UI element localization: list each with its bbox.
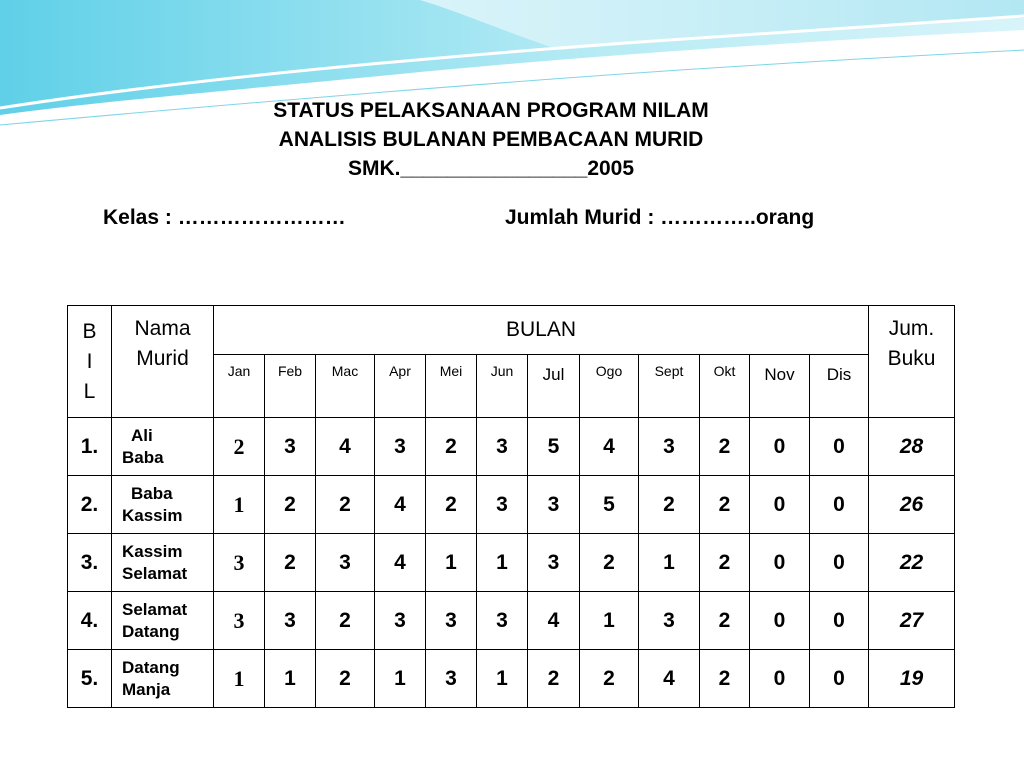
month-value: 3	[477, 418, 528, 476]
student-name-line-2: Kassim	[122, 505, 183, 525]
title-line-3: SMK.________________2005	[347, 157, 635, 180]
month-value: 4	[528, 592, 580, 650]
month-value: 2	[700, 592, 750, 650]
month-value: 4	[316, 418, 375, 476]
name-header-line-2: Murid	[136, 347, 189, 370]
student-name	[112, 534, 214, 592]
row-number: 3.	[68, 534, 112, 592]
month-value: 3	[375, 418, 426, 476]
total-books: 26	[869, 476, 955, 534]
month-value: 2	[580, 534, 639, 592]
row-number: 5.	[68, 650, 112, 708]
table-row	[68, 534, 955, 592]
student-name-line-1: Baba	[131, 483, 173, 503]
month-value: 5	[580, 476, 639, 534]
month-header: Jul	[528, 355, 580, 418]
name-header	[112, 306, 214, 418]
month-value: 3	[375, 592, 426, 650]
kelas-field: Kelas : ……………………	[103, 206, 346, 229]
month-value: 3	[639, 592, 700, 650]
student-name	[112, 650, 214, 708]
month-value: 3	[639, 418, 700, 476]
student-name	[112, 418, 214, 476]
month-header: Feb	[265, 355, 316, 418]
row-number: 2.	[68, 476, 112, 534]
month-value: 4	[580, 418, 639, 476]
title-line-1: STATUS PELAKSANAAN PROGRAM NILAM	[273, 99, 709, 122]
month-header: Dis	[810, 355, 869, 418]
month-value: 2	[528, 650, 580, 708]
month-header: Apr	[375, 355, 426, 418]
student-name-line-1: Ali	[131, 425, 153, 445]
month-value: 3	[265, 592, 316, 650]
student-name-line-2: Selamat	[122, 563, 188, 583]
month-value: 1	[580, 592, 639, 650]
total-header	[869, 306, 955, 418]
total-header-line-1: Jum.	[888, 317, 935, 340]
bil-header-i: I	[86, 349, 93, 373]
month-value: 2	[426, 418, 477, 476]
bulan-header: BULAN	[214, 306, 869, 355]
table-row	[68, 476, 955, 534]
month-value: 0	[750, 476, 810, 534]
month-value: 1	[477, 650, 528, 708]
month-value: 2	[316, 592, 375, 650]
month-value: 1	[639, 534, 700, 592]
month-value: 2	[316, 476, 375, 534]
month-value: 1	[214, 476, 265, 534]
total-header-line-2: Buku	[887, 347, 936, 370]
month-value: 1	[214, 650, 265, 708]
row-number: 4.	[68, 592, 112, 650]
table-row	[68, 418, 955, 476]
bil-header-b: B	[82, 319, 97, 343]
table-row	[68, 592, 955, 650]
month-header: Jun	[477, 355, 528, 418]
month-value: 0	[750, 650, 810, 708]
bil-header-l: L	[83, 379, 96, 403]
month-value: 2	[639, 476, 700, 534]
student-name-line-2: Datang	[122, 621, 180, 641]
month-value: 3	[265, 418, 316, 476]
month-value: 2	[700, 476, 750, 534]
month-value: 0	[750, 418, 810, 476]
month-header: Sept	[639, 355, 700, 418]
month-value: 2	[580, 650, 639, 708]
month-value: 4	[375, 534, 426, 592]
total-books: 19	[869, 650, 955, 708]
row-number: 1.	[68, 418, 112, 476]
month-value: 2	[265, 534, 316, 592]
month-header: Mac	[316, 355, 375, 418]
title-line-2: ANALISIS BULANAN PEMBACAAN MURID	[278, 128, 704, 151]
month-value: 2	[426, 476, 477, 534]
month-value: 3	[214, 592, 265, 650]
student-name-line-2: Baba	[122, 447, 164, 467]
month-value: 2	[214, 418, 265, 476]
month-value: 1	[426, 534, 477, 592]
document-title	[0, 96, 1024, 183]
month-value: 1	[265, 650, 316, 708]
month-value: 5	[528, 418, 580, 476]
month-header: Ogo	[580, 355, 639, 418]
month-value: 4	[375, 476, 426, 534]
table-row	[68, 650, 955, 708]
month-value: 2	[700, 418, 750, 476]
student-name-line-2: Manja	[122, 679, 171, 699]
month-value: 2	[316, 650, 375, 708]
total-books: 27	[869, 592, 955, 650]
month-value: 3	[214, 534, 265, 592]
name-header-line-1: Nama	[134, 317, 191, 340]
month-value: 1	[375, 650, 426, 708]
month-value: 3	[316, 534, 375, 592]
month-value: 3	[528, 476, 580, 534]
month-value: 2	[700, 534, 750, 592]
student-name-line-1: Selamat	[122, 599, 188, 619]
month-value: 3	[528, 534, 580, 592]
month-value: 3	[426, 650, 477, 708]
month-header: Jan	[214, 355, 265, 418]
total-books: 22	[869, 534, 955, 592]
month-header: Mei	[426, 355, 477, 418]
month-value: 2	[265, 476, 316, 534]
month-header: Nov	[750, 355, 810, 418]
month-value: 3	[477, 592, 528, 650]
month-value: 1	[477, 534, 528, 592]
jumlah-murid-field: Jumlah Murid : …………..orang	[505, 206, 815, 229]
month-value: 0	[810, 476, 869, 534]
student-name	[112, 592, 214, 650]
total-books: 28	[869, 418, 955, 476]
month-value: 0	[750, 592, 810, 650]
month-value: 0	[810, 592, 869, 650]
month-value: 0	[810, 650, 869, 708]
month-header: Okt	[700, 355, 750, 418]
reading-analysis-table	[67, 305, 955, 708]
month-value: 3	[426, 592, 477, 650]
month-value: 0	[810, 534, 869, 592]
month-value: 0	[750, 534, 810, 592]
month-value: 0	[810, 418, 869, 476]
month-value: 2	[700, 650, 750, 708]
student-name-line-1: Datang	[122, 657, 180, 677]
student-name-line-1: Kassim	[122, 541, 183, 561]
bil-header	[68, 306, 112, 418]
month-value: 4	[639, 650, 700, 708]
student-name	[112, 476, 214, 534]
month-value: 3	[477, 476, 528, 534]
